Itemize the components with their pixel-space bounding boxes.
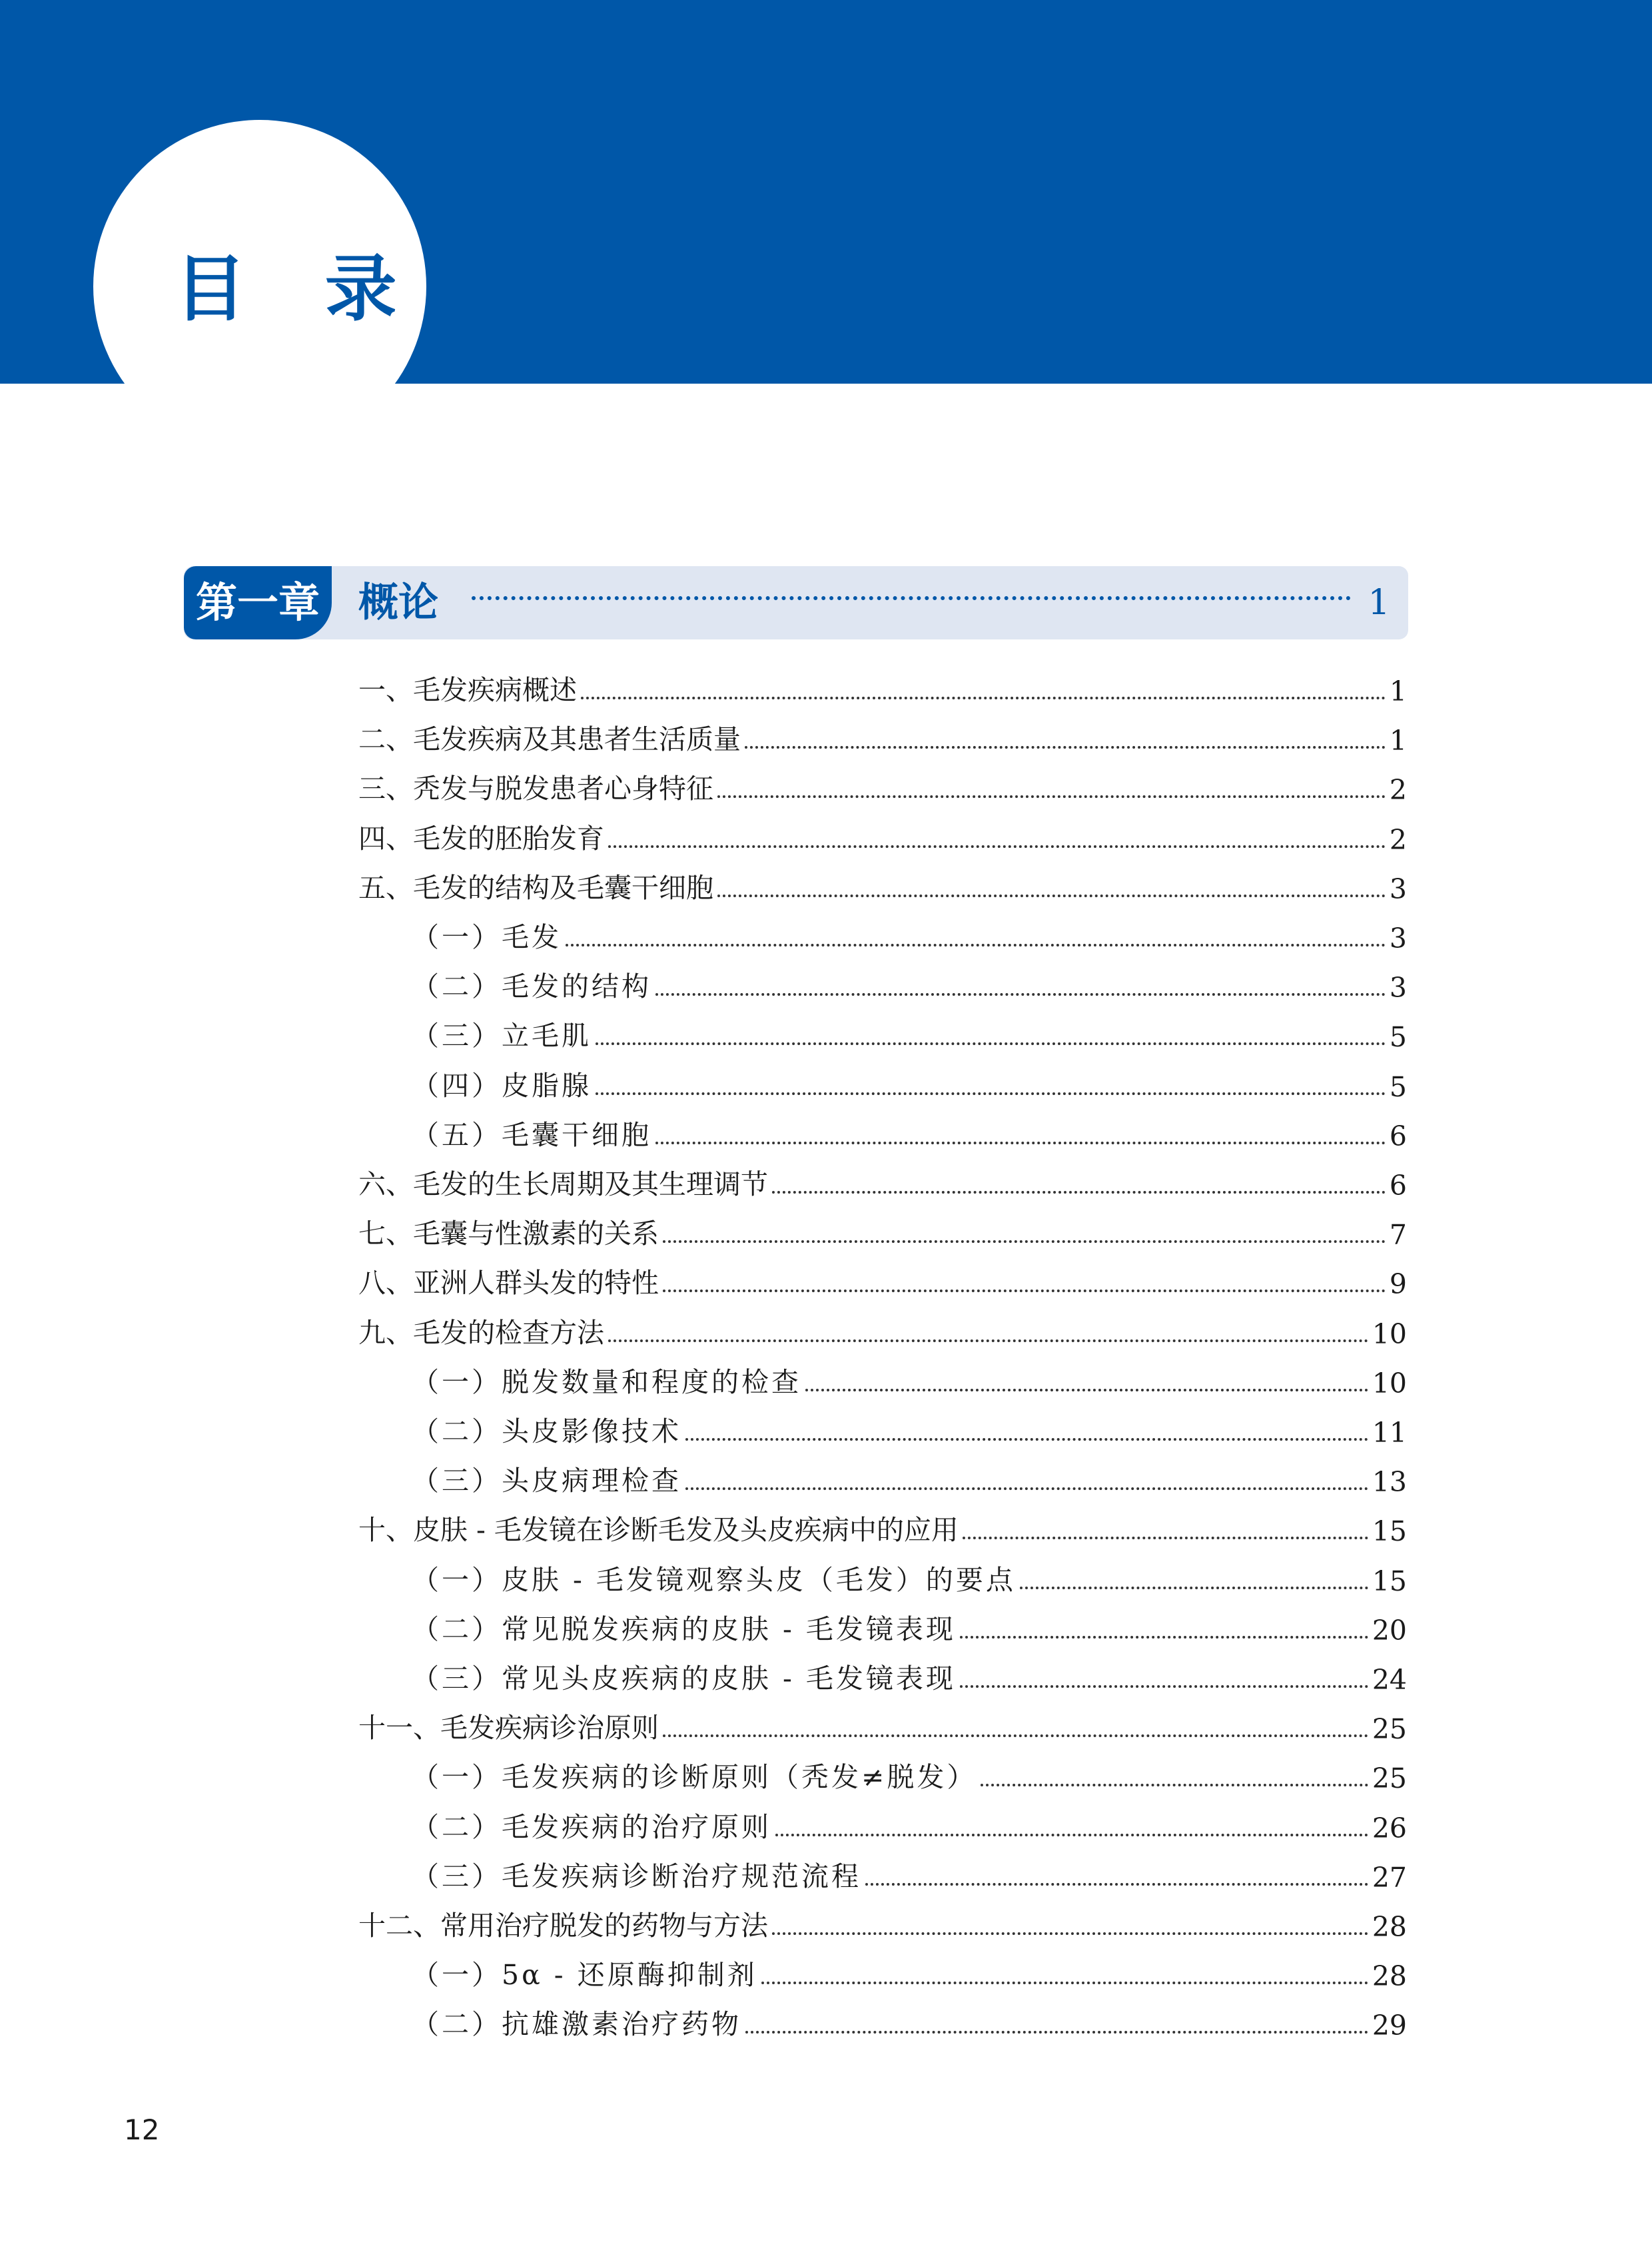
toc-entry-title: （二）抗雄激素治疗药物 <box>412 2008 741 2040</box>
toc-dot-leader <box>1020 1587 1368 1589</box>
toc-section-entry[interactable] <box>358 713 1407 761</box>
toc-page-number: 6 <box>1389 1170 1407 1202</box>
toc-entry-title: 五、毛发的结构及毛囊干细胞 <box>358 872 713 904</box>
toc-entry-title: （三）常见头皮疾病的皮肤 - 毛发镜表现 <box>412 1663 956 1694</box>
toc-entry-title: （二）毛发的结构 <box>412 970 651 1002</box>
toc-subsection-entry[interactable] <box>412 1355 1407 1403</box>
chapter-number-label: 第一章 <box>184 566 332 639</box>
toc-page-number: 20 <box>1372 1615 1407 1647</box>
toc-page-number: 11 <box>1372 1417 1407 1449</box>
toc-dot-leader <box>663 1290 1386 1292</box>
toc-entry-title: （四）皮脂腺 <box>412 1070 592 1102</box>
toc-dot-leader <box>981 1784 1368 1786</box>
toc-dot-leader <box>761 1982 1368 1984</box>
toc-entry-title: 六、毛发的生长周期及其生理调节 <box>358 1168 768 1200</box>
toc-entry-title: （二）头皮影像技术 <box>412 1415 681 1447</box>
toc-subsection-entry[interactable] <box>412 960 1407 1008</box>
toc-section-entry[interactable] <box>358 1158 1407 1206</box>
toc-page-number: 13 <box>1372 1466 1407 1498</box>
toc-entry-title: （一）皮肤 - 毛发镜观察头皮（毛发）的要点 <box>412 1564 1016 1596</box>
toc-subsection-entry[interactable] <box>412 1850 1407 1898</box>
toc-entry-title: 二、毛发疾病及其患者生活质量 <box>358 723 741 755</box>
toc-page-number: 1 <box>1389 725 1407 757</box>
page-title: 目 录 <box>175 248 424 331</box>
toc-dot-leader <box>655 993 1386 996</box>
toc-page-number: 2 <box>1389 774 1407 806</box>
toc-page-number: 10 <box>1372 1367 1407 1399</box>
toc-subsection-entry[interactable] <box>412 1108 1407 1156</box>
toc-entry-title: 七、毛囊与性激素的关系 <box>358 1218 659 1250</box>
toc-dot-leader <box>960 1636 1368 1639</box>
toc-subsection-entry[interactable] <box>412 1009 1407 1057</box>
toc-entry-title: 十一、毛发疾病诊治原则 <box>358 1712 659 1744</box>
toc-dot-leader <box>717 795 1386 798</box>
toc-entry-title: 三、秃发与脱发患者心身特征 <box>358 773 713 805</box>
toc-page-number: 10 <box>1372 1318 1407 1350</box>
toc-dot-leader <box>963 1537 1368 1539</box>
toc-dot-leader <box>805 1389 1368 1391</box>
toc-section-entry[interactable] <box>358 1306 1407 1354</box>
toc-section-entry[interactable] <box>358 1899 1407 1947</box>
toc-dot-leader <box>775 1834 1368 1836</box>
toc-section-entry[interactable] <box>358 861 1407 909</box>
toc-subsection-entry[interactable] <box>412 911 1407 958</box>
toc-dot-leader <box>772 1191 1386 1194</box>
toc-page-number: 5 <box>1389 1071 1407 1103</box>
toc-section-entry[interactable] <box>358 663 1407 711</box>
toc-page-number: 26 <box>1372 1812 1407 1844</box>
toc-page-number: 28 <box>1372 1960 1407 1992</box>
toc-dot-leader <box>608 1339 1368 1342</box>
toc-subsection-entry[interactable] <box>412 1750 1407 1798</box>
toc-dot-leader <box>685 1438 1368 1441</box>
toc-subsection-entry[interactable] <box>412 1603 1407 1651</box>
toc-entry-title: （三）头皮病理检查 <box>412 1465 681 1497</box>
toc-subsection-entry[interactable] <box>412 1948 1407 1996</box>
toc-dot-leader <box>655 1142 1386 1144</box>
toc-entry-title: （一）毛发 <box>412 921 562 953</box>
toc-subsection-entry[interactable] <box>412 1553 1407 1601</box>
toc-dot-leader <box>663 1240 1386 1243</box>
toc-entry-title: （五）毛囊干细胞 <box>412 1119 651 1151</box>
toc-entry-title: 十二、常用治疗脱发的药物与方法 <box>358 1910 768 1942</box>
chapter-page-number: 1 <box>1368 583 1390 623</box>
toc-entry-title: （一）脱发数量和程度的检查 <box>412 1366 801 1398</box>
toc-subsection-entry[interactable] <box>412 1405 1407 1453</box>
toc-dot-leader <box>596 1042 1386 1045</box>
toc-entry-title: 十、皮肤 - 毛发镜在诊断毛发及头皮疾病中的应用 <box>358 1514 959 1546</box>
toc-section-entry[interactable] <box>358 1207 1407 1255</box>
toc-section-entry[interactable] <box>358 1256 1407 1304</box>
toc-dot-leader <box>608 845 1386 848</box>
toc-entry-title: （一）毛发疾病的诊断原则（秃发≠脱发） <box>412 1761 977 1793</box>
toc-section-entry[interactable] <box>358 812 1407 860</box>
toc-subsection-entry[interactable] <box>412 1059 1407 1107</box>
toc-entry-title: 八、亚洲人群头发的特性 <box>358 1267 659 1299</box>
toc-dot-leader <box>772 1932 1368 1935</box>
chapter-dot-leader <box>472 596 1351 600</box>
footer-page-number: 12 <box>124 2113 160 2146</box>
chapter-title: 概论 <box>358 579 438 626</box>
toc-dot-leader <box>745 746 1386 749</box>
toc-page-number: 7 <box>1389 1219 1407 1251</box>
toc-page-number: 6 <box>1389 1120 1407 1152</box>
toc-page-number: 24 <box>1372 1664 1407 1696</box>
toc-dot-leader <box>581 697 1386 699</box>
toc-dot-leader <box>596 1092 1386 1095</box>
toc-dot-leader <box>960 1685 1368 1688</box>
toc-page-number: 15 <box>1372 1515 1407 1547</box>
toc-page-number: 1 <box>1389 675 1407 707</box>
toc-dot-leader <box>663 1734 1368 1737</box>
toc-page-number: 15 <box>1372 1565 1407 1597</box>
toc-page-number: 27 <box>1372 1862 1407 1894</box>
toc-dot-leader <box>685 1487 1368 1490</box>
toc-dot-leader <box>717 895 1386 897</box>
toc-dot-leader <box>865 1883 1368 1886</box>
toc-subsection-entry[interactable] <box>412 1800 1407 1848</box>
toc-entry-title: （三）毛发疾病诊断治疗规范流程 <box>412 1860 861 1892</box>
toc-page-number: 29 <box>1372 2010 1407 2042</box>
toc-section-entry[interactable] <box>358 1503 1407 1551</box>
toc-subsection-entry[interactable] <box>412 1998 1407 2046</box>
toc-entry-title: （一）5α - 还原酶抑制剂 <box>412 1959 757 1991</box>
toc-dot-leader <box>745 2031 1368 2034</box>
toc-entry-title: （二）毛发疾病的治疗原则 <box>412 1811 771 1843</box>
toc-page-number: 9 <box>1389 1268 1407 1300</box>
toc-dot-leader <box>566 944 1386 946</box>
toc-page-number: 28 <box>1372 1911 1407 1943</box>
toc-section-entry[interactable] <box>358 762 1407 810</box>
toc-subsection-entry[interactable] <box>412 1652 1407 1700</box>
toc-page-number: 25 <box>1372 1713 1407 1745</box>
toc-page-number: 2 <box>1389 824 1407 856</box>
toc-subsection-entry[interactable] <box>412 1454 1407 1502</box>
toc-page-number: 5 <box>1389 1021 1407 1053</box>
toc-entry-title: 四、毛发的胚胎发育 <box>358 823 604 855</box>
toc-section-entry[interactable] <box>358 1701 1407 1749</box>
toc-page-number: 3 <box>1389 972 1407 1004</box>
toc-entry-title: 一、毛发疾病概述 <box>358 674 577 706</box>
toc-page-number: 25 <box>1372 1762 1407 1794</box>
toc-entry-title: （二）常见脱发疾病的皮肤 - 毛发镜表现 <box>412 1613 956 1645</box>
toc-page-number: 3 <box>1389 923 1407 954</box>
toc-entry-title: （三）立毛肌 <box>412 1020 592 1052</box>
toc-page-number: 3 <box>1389 873 1407 905</box>
toc-entry-title: 九、毛发的检查方法 <box>358 1317 604 1349</box>
